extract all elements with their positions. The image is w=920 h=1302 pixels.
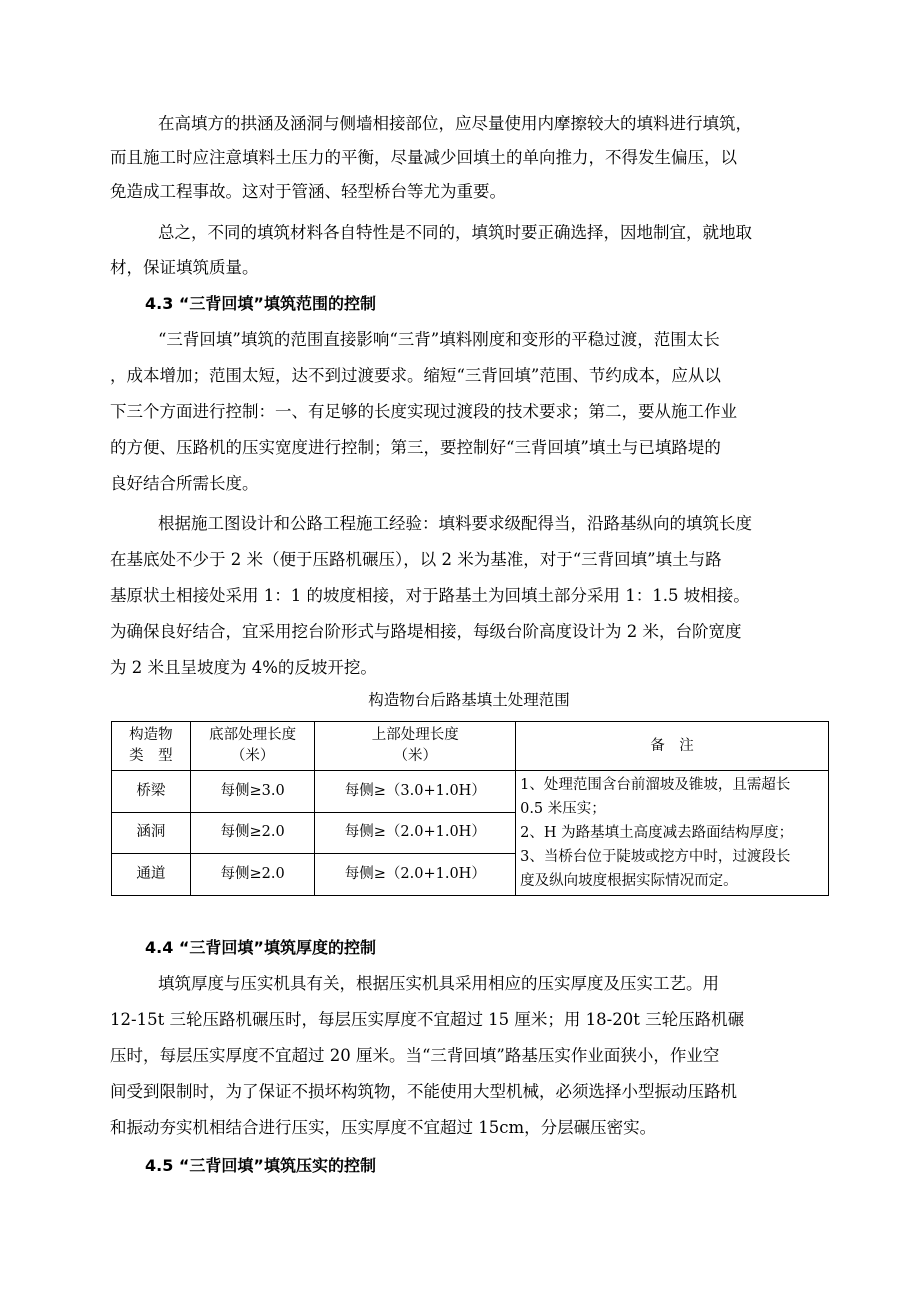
note-line: 2、H 为路基填土高度减去路面结构厚度； [520,825,794,841]
para1-line-2: 而且施工时应注意填料土压力的平衡，尽量减少回填土的单向推力，不得发生偏压，以 [110,148,737,167]
note-line: 1、处理范围含台前溜坡及锥坡，且需超长 [520,777,791,793]
header-structure-type: 构造物 类 型 [112,722,191,771]
table-caption: 构造物台后路基填土处理范围 [368,691,570,709]
para2-line-2: 材，保证填筑质量。 [110,258,259,277]
para3-line-5: 良好结合所需长度。 [110,474,259,493]
para5-line-5: 和振动夯实机相结合进行压实，压实厚度不宜超过 15cm，分层碾压密实。 [110,1118,657,1137]
note-line: 3、当桥台位于陡坡或挖方中时，过渡段长 [520,849,791,865]
para1-line-3: 免造成工程事故。这对于管涵、轻型桥台等尤为重要。 [110,182,506,201]
cell-type: 涵洞 [112,812,191,854]
cell-bottom: 每侧≥3.0 [190,771,315,813]
cell-notes [516,771,829,896]
para3-line-3: 下三个方面进行控制：一、有足够的长度实现过渡段的技术要求；第二，要从施工作业 [110,402,737,421]
cell-bottom: 每侧≥2.0 [190,854,315,896]
para4-line-5: 为 2 米且呈坡度为 4%的反坡开挖。 [110,658,377,677]
cell-type: 通道 [112,854,191,896]
para3-line-4: 的方便、压路机的压实宽度进行控制；第三，要控制好“三背回填”填土与已填路堤的 [110,438,721,457]
table-header-row [112,722,829,771]
heading-4-4: 4.4 “三背回填”填筑厚度的控制 [145,938,376,957]
header-top-length: 上部处理长度 （米） [315,722,516,771]
para4-line-4: 为确保良好结合，宜采用挖台阶形式与路堤相接，每级台阶高度设计为 2 米，台阶宽度 [110,622,742,641]
para5-line-4: 间受到限制时，为了保证不损坏构筑物，不能使用大型机械，必须选择小型振动压路机 [110,1082,737,1101]
header-bottom-length: 底部处理长度 （米） [190,722,315,771]
para4-line-1: 根据施工图设计和公路工程施工经验：填料要求级配得当，沿路基纵向的填筑长度 [158,514,752,533]
heading-4-5: 4.5 “三背回填”填筑压实的控制 [145,1156,376,1175]
cell-top: 每侧≥（3.0+1.0H） [315,771,516,813]
cell-top: 每侧≥（2.0+1.0H） [315,854,516,896]
cell-bottom: 每侧≥2.0 [190,812,315,854]
cell-top: 每侧≥（2.0+1.0H） [315,812,516,854]
treatment-range-table [111,721,829,896]
header-notes: 备 注 [516,722,829,771]
note-line: 度及纵向坡度根据实际情况而定。 [520,873,738,889]
table-row [112,771,829,813]
para5-line-3: 压时，每层压实厚度不宜超过 20 厘米。当“三背回填”路基压实作业面狭小，作业空 [110,1046,720,1065]
cell-type: 桥梁 [112,771,191,813]
para3-line-2: ，成本增加；范围太短，达不到过渡要求。缩短“三背回填”范围、节约成本，应从以 [110,366,721,385]
note-line: 0.5 米压实； [520,801,606,817]
para1-line-1: 在高填方的拱涵及涵洞与侧墙相接部位，应尽量使用内摩擦较大的填料进行填筑， [158,114,752,133]
para5-line-1: 填筑厚度与压实机具有关，根据压实机具采用相应的压实厚度及压实工艺。用 [158,974,719,993]
para4-line-3: 基原状土相接处采用 1：1 的坡度相接，对于路基土为回填土部分采用 1：1.5 坡相接。 [110,586,750,605]
heading-4-3: 4.3 “三背回填”填筑范围的控制 [145,294,376,313]
para4-line-2: 在基底处不少于 2 米（便于压路机碾压），以 2 米为基准，对于“三背回填”填土与路 [110,550,722,569]
para2-line-1: 总之，不同的填筑材料各自特性是不同的，填筑时要正确选择，因地制宜，就地取 [158,223,752,242]
para3-line-1: “三背回填”填筑的范围直接影响“三背”填料刚度和变形的平稳过渡，范围太长 [158,330,720,349]
para5-line-2: 12-15t 三轮压路机碾压时，每层压实厚度不宜超过 15 厘米；用 18-20t 三轮压路机碾 [110,1010,745,1029]
